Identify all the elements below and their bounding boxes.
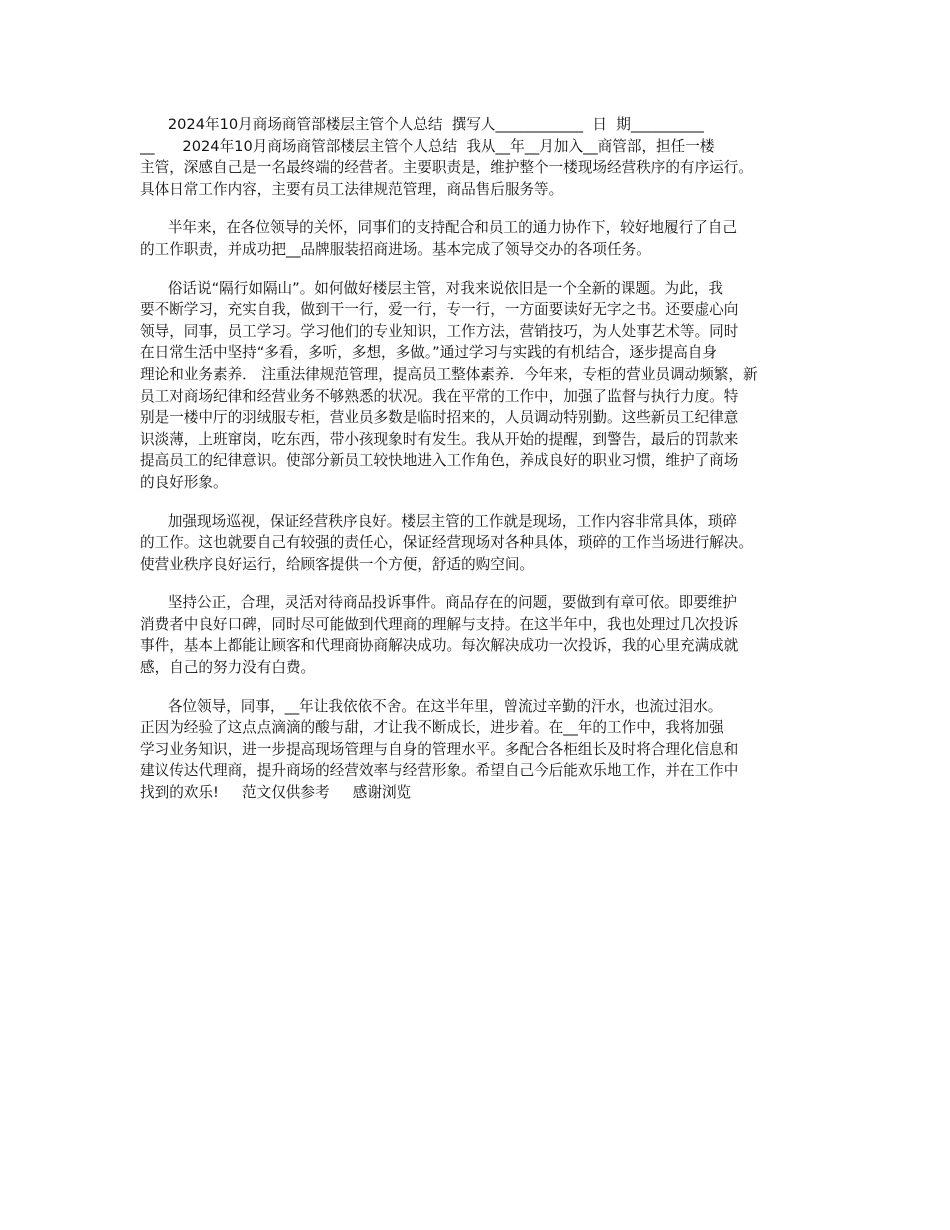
text-line: 提高员工的纪律意识。使部分新员工较快地进入工作角色，养成良好的职业习惯，维护了商场 xyxy=(140,452,739,470)
text-line: 主管，深感自己是一名最终端的经营者。主要职责是，维护整个一楼现场经营秩序的有序运行。 xyxy=(140,159,753,177)
paragraph-patrol xyxy=(140,511,820,576)
text-line: 的良好形象。 xyxy=(140,473,228,491)
text-line: __ 2024年10月商场商管部楼层主管个人总结 我从__年__月加入__商管部，担任一楼 xyxy=(140,137,715,155)
text-line: 领导，同事，员工学习。学习他们的专业知识，工作方法，营销技巧，为人处事艺术等。同时 xyxy=(140,322,739,340)
document-page xyxy=(140,114,820,821)
text-line: 的工作职责，并成功把__品牌服装招商进场。基本完成了领导交办的各项任务。 xyxy=(140,240,651,258)
paragraph-half-year xyxy=(140,217,820,260)
text-line: 要不断学习，充实自我，做到干一行，爱一行，专一行，一方面要读好无字之书。还要虚心向 xyxy=(140,301,739,319)
text-line: 理论和业务素养． 注重法律规范管理，提高员工整体素养．今年来，专柜的营业员调动频繁，新 xyxy=(140,365,758,383)
text-line: 俗话说“隔行如隔山”。如何做好楼层主管，对我来说依旧是一个全新的课题。为此，我 xyxy=(140,279,723,297)
text-line: 半年来，在各位领导的关怀，同事们的支持配合和员工的通力协作下，较好地履行了自己 xyxy=(140,219,737,237)
text-line: 别是一楼中厅的羽绒服专柜，营业员多数是临时招来的，人员调动特别勤。这些新员工纪律意 xyxy=(140,409,739,427)
text-line: 事件，基本上都能让顾客和代理商协商解决成功。每次解决成功一次投诉，我的心里充满成就 xyxy=(140,637,739,655)
text-line: 识淡薄，上班窜岗，吃东西，带小孩现象时有发生。我从开始的提醒，到警告，最后的罚款来 xyxy=(140,430,739,448)
paragraph-header xyxy=(140,114,820,200)
text-line: 加强现场巡视，保证经营秩序良好。楼层主管的工作就是现场，工作内容非常具体，琐碎 xyxy=(140,512,737,530)
text-line: 具体日常工作内容，主要有员工法律规范管理，商品售后服务等。 xyxy=(140,180,564,198)
text-line: 感，自己的努力没有白费。 xyxy=(140,659,316,677)
text-line: 找到的欢乐! 范文仅供参考 感谢浏览 xyxy=(140,784,412,802)
text-line: 各位领导，同事，__年让我依依不舍。在这半年里，曾流过辛勤的汗水，也流过泪水。 xyxy=(140,697,723,715)
text-line: 消费者中良好口碑，同时尽可能做到代理商的理解与支持。在这半年中，我也处理过几次投诉 xyxy=(140,615,739,633)
paragraph-closing xyxy=(140,696,820,804)
text-line: 使营业秩序良好运行，给顾客提供一个方便，舒适的购空间。 xyxy=(140,555,535,573)
paragraph-learning xyxy=(140,278,820,494)
text-line: 正因为经验了这点点滴滴的酸与甜，才让我不断成长，进步着。在__年的工作中，我将加强 xyxy=(140,719,724,737)
text-line: 员工对商场纪律和经营业务不够熟悉的状况。我在平常的工作中，加强了监督与执行力度。特 xyxy=(140,387,739,405)
text-line: 在日常生活中坚持“多看，多听，多想，多做。”通过学习与实践的有机结合，逐步提高自身 xyxy=(140,344,717,362)
text-line: 2024年10月商场商管部楼层主管个人总结 撰写人____________ 日 期__________ xyxy=(140,116,704,133)
text-line: 学习业务知识，进一步提高现场管理与自身的管理水平。多配合各柜组长及时将合理化信息和 xyxy=(140,740,739,758)
text-line: 的工作。这也就要自己有较强的责任心，保证经营现场对各种具体，琐碎的工作当场进行解决。 xyxy=(140,534,753,552)
text-line: 建议传达代理商，提升商场的经营效率与经营形象。希望自己今后能欢乐地工作，并在工作中 xyxy=(140,762,739,780)
text-line: 坚持公正，合理，灵活对待商品投诉事件。商品存在的问题，要做到有章可依。即要维护 xyxy=(140,594,737,612)
paragraph-complaints xyxy=(140,592,820,678)
